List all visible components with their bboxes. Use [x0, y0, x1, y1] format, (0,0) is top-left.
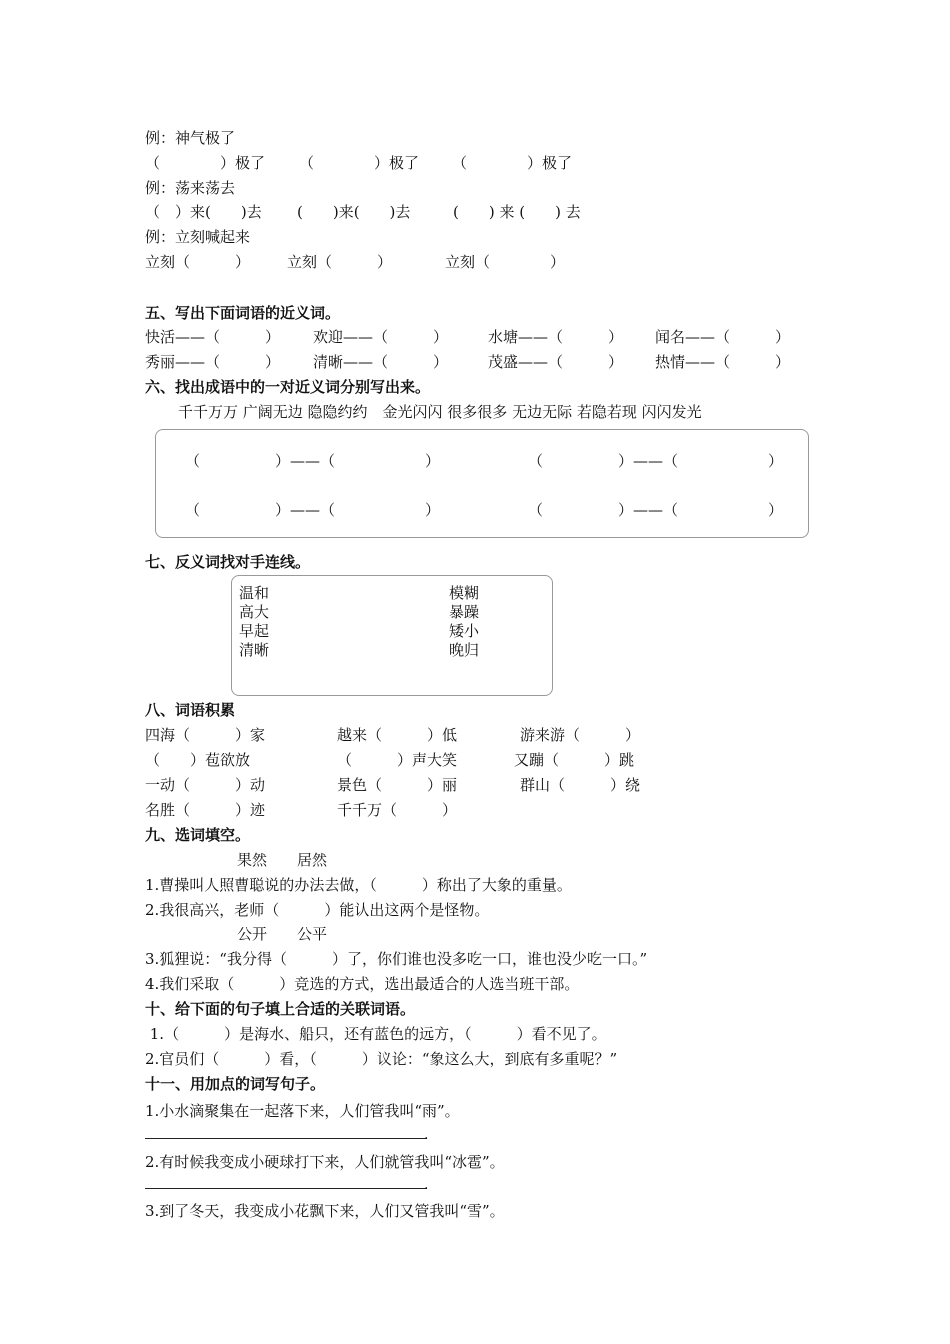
synonym-blank[interactable]: 闻名——（ ） [655, 328, 791, 346]
antonym-left-item[interactable]: 高大 [239, 603, 270, 621]
example-3: 例：立刻喊起来 [145, 228, 251, 246]
synonym-pair-blank[interactable]: （ ）——（ ） [185, 452, 441, 470]
blank-laiqu-2[interactable]: ( )来( )去 [297, 203, 411, 221]
end-mark: . [424, 1127, 429, 1143]
synonym-pair-blank[interactable]: （ ）——（ ） [185, 501, 441, 519]
answer-box [155, 429, 809, 538]
word-choices-2: 公开 公平 [237, 925, 328, 943]
section-11-title: 十一、用加点的词写句子。 [145, 1075, 326, 1093]
phrase-blank[interactable]: （ ）苞欲放 [145, 751, 251, 769]
antonym-left-item[interactable]: 温和 [239, 584, 270, 602]
phrase-blank[interactable]: 名胜（ ）迹 [145, 801, 266, 819]
fill-question-3[interactable]: 3.狐狸说：“我分得（ ）了，你们谁也没多吃一口，谁也没少吃一口。” [145, 950, 648, 968]
section-10-title: 十、给下面的句子填上合适的关联词语。 [145, 1000, 416, 1018]
fill-question-1[interactable]: 1.曹操叫人照曹聪说的办法去做，（ ）称出了大象的重量。 [145, 876, 572, 894]
antonym-left-item[interactable]: 早起 [239, 622, 270, 640]
phrase-blank[interactable]: 四海（ ）家 [145, 726, 266, 744]
synonym-blank[interactable]: 清晰——（ ） [313, 353, 449, 371]
end-mark: . [424, 1177, 429, 1193]
synonym-blank[interactable]: 茂盛——（ ） [488, 353, 624, 371]
example-2: 例：荡来荡去 [145, 179, 236, 197]
fill-question-2[interactable]: 2.我很高兴，老师（ ）能认出这两个是怪物。 [145, 901, 490, 919]
blank-like-1[interactable]: 立刻（ ） [145, 253, 251, 271]
antonym-right-item[interactable]: 矮小 [449, 622, 480, 640]
matching-box [231, 575, 553, 696]
synonym-blank[interactable]: 欢迎——（ ） [313, 328, 449, 346]
phrase-blank[interactable]: 游来游（ ） [520, 726, 641, 744]
antonym-right-item[interactable]: 晚归 [449, 641, 480, 659]
phrase-blank[interactable]: 景色（ ）丽 [337, 776, 458, 794]
synonym-blank[interactable]: 水塘——（ ） [488, 328, 624, 346]
idiom-list: 千千万万 广阔无边 隐隐约约 金光闪闪 很多很多 无边无际 若隐若现 闪闪发光 [178, 403, 702, 421]
phrase-blank[interactable]: 越来（ ）低 [337, 726, 458, 744]
sentence-prompt-2: 2.有时候我变成小硬球打下来，人们就管我叫“冰雹”。 [145, 1153, 505, 1171]
blank-like-2[interactable]: 立刻（ ） [287, 253, 393, 271]
example-1: 例：神气极了 [145, 129, 236, 147]
blank-jile-2[interactable]: （ ）极了 [299, 154, 420, 172]
blank-jile-3[interactable]: （ ）极了 [452, 154, 573, 172]
phrase-blank[interactable]: （ ）声大笑 [337, 751, 458, 769]
sentence-prompt-1: 1.小水滴聚集在一起落下来，人们管我叫“雨”。 [145, 1102, 460, 1120]
conjunction-question-1[interactable]: 1.（ ）是海水、船只，还有蓝色的远方，（ ）看不见了。 [145, 1025, 607, 1043]
synonym-blank[interactable]: 秀丽——（ ） [145, 353, 281, 371]
antonym-right-item[interactable]: 暴躁 [449, 603, 480, 621]
answer-line-1[interactable] [145, 1138, 427, 1139]
section-6-title: 六、找出成语中的一对近义词分别写出来。 [145, 378, 431, 396]
antonym-left-item[interactable]: 清晰 [239, 641, 270, 659]
word-choices-1: 果然 居然 [237, 851, 328, 869]
phrase-blank[interactable]: 群山（ ）绕 [520, 776, 641, 794]
answer-line-2[interactable] [145, 1188, 427, 1189]
phrase-blank[interactable]: 千千万（ ） [337, 801, 458, 819]
blank-jile-1[interactable]: （ ）极了 [145, 154, 266, 172]
synonym-blank[interactable]: 快活——（ ） [145, 328, 281, 346]
section-5-title: 五、写出下面词语的近义词。 [145, 304, 341, 322]
sentence-prompt-3: 3.到了冬天，我变成小花飘下来，人们又管我叫“雪”。 [145, 1202, 505, 1220]
synonym-pair-blank[interactable]: （ ）——（ ） [528, 452, 784, 470]
phrase-blank[interactable]: 一动（ ）动 [145, 776, 266, 794]
section-9-title: 九、选词填空。 [145, 826, 251, 844]
antonym-right-item[interactable]: 模糊 [449, 584, 480, 602]
phrase-blank[interactable]: 又蹦（ ）跳 [514, 751, 635, 769]
synonym-pair-blank[interactable]: （ ）——（ ） [528, 501, 784, 519]
section-7-title: 七、反义词找对手连线。 [145, 553, 311, 571]
blank-like-3[interactable]: 立刻（ ） [445, 253, 566, 271]
blank-laiqu-3[interactable]: ( ) 来 ( ) 去 [453, 203, 581, 221]
blank-laiqu-1[interactable]: （ ）来( )去 [145, 203, 262, 221]
section-8-title: 八、词语积累 [145, 701, 236, 719]
fill-question-4[interactable]: 4.我们采取（ ）竞选的方式，选出最适合的人选当班干部。 [145, 975, 580, 993]
conjunction-question-2[interactable]: 2.官员们（ ）看，（ ）议论：“象这么大，到底有多重呢？” [145, 1050, 618, 1068]
synonym-blank[interactable]: 热情——（ ） [655, 353, 791, 371]
